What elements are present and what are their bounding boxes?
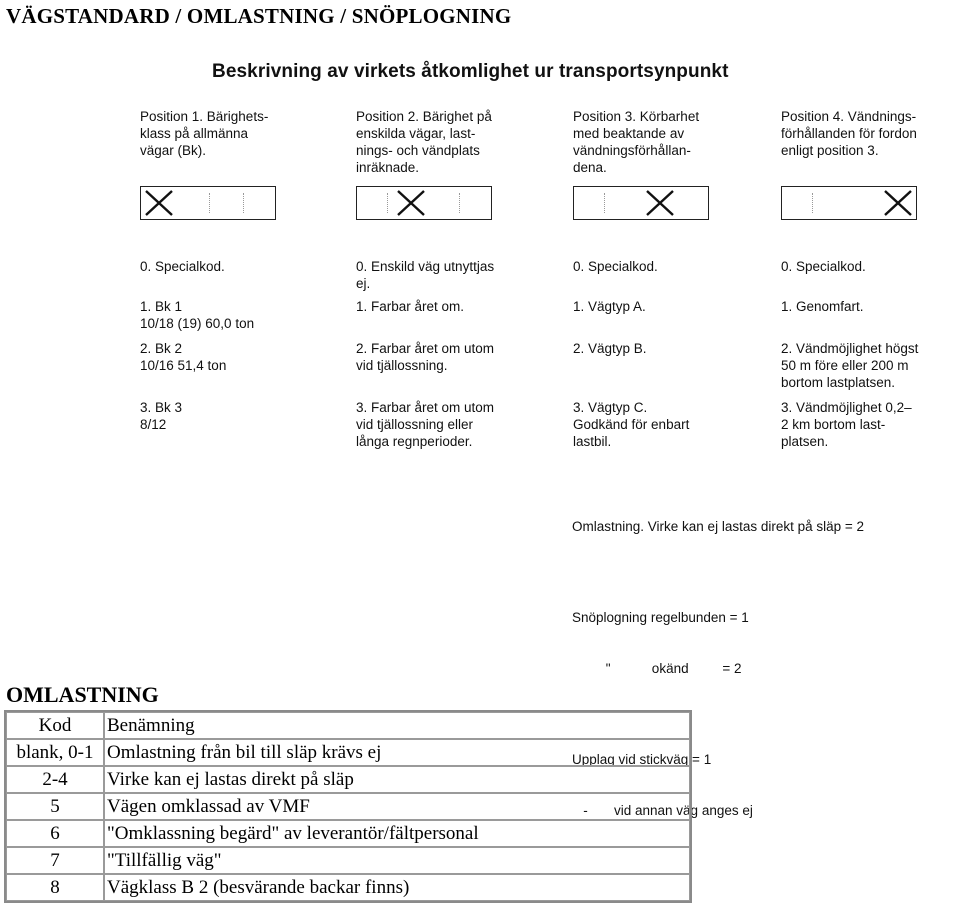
position-1-option-2: 2. Bk 2 10/16 51,4 ton	[140, 341, 227, 373]
position-2-heading: Position 2. Bärighet på enskilda vägar, last- nings- och vändplats inräknade.	[356, 109, 492, 175]
position-3-option-2: 2. Vägtyp B.	[573, 341, 647, 356]
legend-line: " okänd = 2	[572, 661, 742, 676]
column-header-kod: Kod	[6, 712, 104, 739]
table-row	[6, 874, 690, 901]
table-row	[6, 820, 690, 847]
omlastning-table	[4, 710, 692, 903]
code-cell: 5	[6, 793, 104, 820]
cross-mark-icon	[395, 188, 427, 218]
legend-line: - vid annan väg anges ej	[572, 803, 753, 818]
cross-mark-icon	[882, 188, 914, 218]
position-3-option-0: 0. Specialkod.	[573, 259, 658, 274]
description-cell: Vägklass B 2 (besvärande backar finns)	[104, 874, 690, 901]
table-row	[6, 793, 690, 820]
table-row	[6, 766, 690, 793]
code-cell: 2-4	[6, 766, 104, 793]
position-4-code-box	[781, 186, 917, 220]
omlastning-heading: OMLASTNING	[6, 682, 159, 707]
page-title: VÄGSTANDARD / OMLASTNING / SNÖPLOGNING	[6, 4, 512, 28]
description-cell: Vägen omklassad av VMF	[104, 793, 690, 820]
description-cell: "Tillfällig väg"	[104, 847, 690, 874]
position-1-option-3: 3. Bk 3 8/12	[140, 400, 183, 432]
position-3-code-box	[573, 186, 709, 220]
code-cell: 7	[6, 847, 104, 874]
code-cell: 8	[6, 874, 104, 901]
description-cell: Omlastning från bil till släp krävs ej	[104, 739, 690, 766]
position-2-option-3: 3. Farbar året om utom vid tjällossning eller långa regnperioder.	[356, 400, 495, 449]
position-1-option-1: 1. Bk 1 10/18 (19) 60,0 ton	[140, 299, 255, 331]
figure-title: Beskrivning av virkets åtkomlighet ur transportsynpunkt	[212, 61, 729, 82]
position-2-option-0: 0. Enskild väg utnyttjas ej.	[356, 259, 495, 291]
position-2-option-2: 2. Farbar året om utom vid tjällossning.	[356, 341, 495, 373]
cross-mark-icon	[644, 188, 676, 218]
description-cell: Virke kan ej lastas direkt på släp	[104, 766, 690, 793]
position-3-heading: Position 3. Körbarhet med beaktande av vändningsförhållan- dena.	[573, 109, 700, 175]
position-2-code-box	[356, 186, 492, 220]
legend-line: Upplag vid stickväg = 1	[572, 752, 712, 767]
position-4-option-0: 0. Specialkod.	[781, 259, 866, 274]
cross-mark-icon	[143, 188, 175, 218]
position-4-heading: Position 4. Vändnings- förhållanden för fordon enligt position 3.	[781, 109, 917, 158]
legend-line: Omlastning. Virke kan ej lastas direkt på släp = 2	[572, 519, 865, 534]
position-4-option-1: 1. Genomfart.	[781, 299, 864, 314]
code-cell: blank, 0-1	[6, 739, 104, 766]
description-cell: "Omklassning begärd" av leverantör/fältpersonal	[104, 820, 690, 847]
position-1-option-0: 0. Specialkod.	[140, 259, 225, 274]
table-header-row	[6, 712, 690, 739]
position-2-option-1: 1. Farbar året om.	[356, 299, 465, 314]
column-header-benamning: Benämning	[104, 712, 690, 739]
table-row	[6, 739, 690, 766]
position-1-heading: Position 1. Bärighets- klass på allmänna vägar (Bk).	[140, 109, 269, 158]
legend-line: Snöplogning regelbunden = 1	[572, 610, 749, 625]
position-3-option-3: 3. Vägtyp C. Godkänd för enbart lastbil.	[573, 400, 690, 449]
position-1-code-box	[140, 186, 276, 220]
code-cell: 6	[6, 820, 104, 847]
position-4-option-3: 3. Vändmöjlighet 0,2– 2 km bortom last- platsen.	[781, 400, 912, 449]
position-3-option-1: 1. Vägtyp A.	[573, 299, 646, 314]
position-4-option-2: 2. Vändmöjlighet högst 50 m före eller 200 m bortom lastplatsen.	[781, 341, 919, 390]
table-row	[6, 847, 690, 874]
